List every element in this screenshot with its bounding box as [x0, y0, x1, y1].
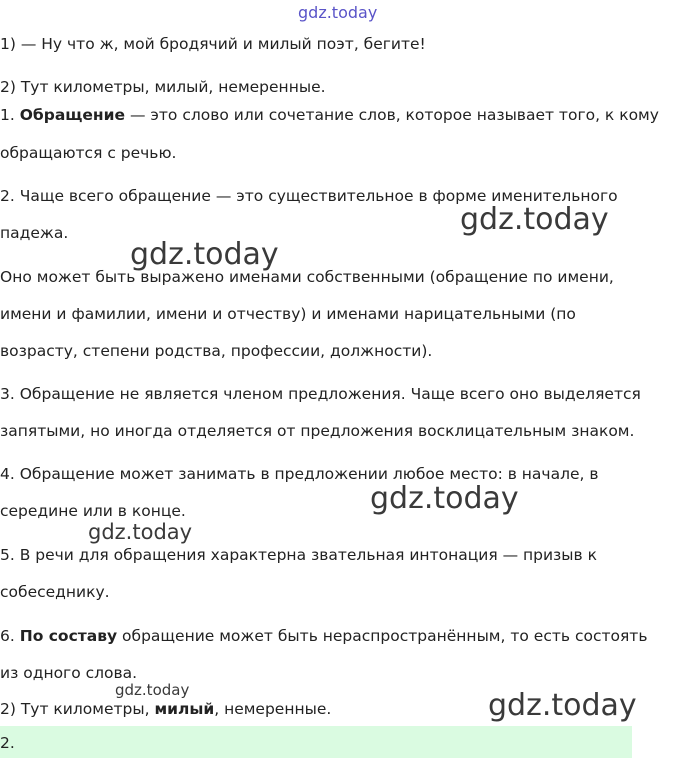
watermark-4: gdz.today — [88, 520, 193, 544]
rule-6-number: 6. — [0, 627, 20, 645]
rule-2b-line-3: возрасту, степени родства, профессии, должности). — [0, 342, 433, 360]
example-3 — [0, 699, 331, 719]
rule-6-term: По составу — [19, 627, 118, 645]
watermark-5: gdz.today — [115, 681, 190, 699]
rule-2b-line-1: Оно может быть выражено именами собственными (обращение по имени, — [0, 268, 614, 286]
rule-1-term: Обращение — [19, 106, 126, 124]
example-2: 2) Тут километры, милый, немеренные. — [0, 78, 326, 96]
rule-1-line-2: обращаются с речью. — [0, 144, 177, 162]
example-3-pre: 2) Тут километры, — [0, 700, 155, 718]
rule-6-text: обращение может быть нераспространённым, то есть состоять — [117, 627, 648, 645]
rule-4-line-1: 4. Обращение может занимать в предложении любое место: в начале, в — [0, 465, 599, 483]
answer-label: 2. — [0, 734, 15, 752]
watermark-6: gdz.today — [488, 688, 637, 723]
rule-5-line-1: 5. В речи для обращения характерна звательная интонация — призыв к — [0, 546, 597, 564]
watermark-top: gdz.today — [298, 3, 378, 22]
rule-2b-line-2: имени и фамилии, имени и отчеству) и именами нарицательными (по — [0, 305, 576, 323]
rule-2-line-2: падежа. — [0, 224, 69, 242]
answer-highlight — [0, 726, 632, 758]
example-3-address: милый — [154, 700, 215, 718]
watermark-3: gdz.today — [370, 481, 519, 516]
rule-5-line-2: собеседнику. — [0, 583, 110, 601]
rule-1-text: — это слово или сочетание слов, которое называет того, к кому — [125, 106, 659, 124]
example-3-post: , немеренные. — [214, 700, 332, 718]
watermark-2: gdz.today — [130, 237, 279, 272]
rule-6-line-2: из одного слова. — [0, 664, 138, 682]
rule-4-line-2: середине или в конце. — [0, 502, 186, 520]
rule-2-line-1: 2. Чаще всего обращение — это существительное в форме именительного — [0, 187, 618, 205]
example-1: 1) — Ну что ж, мой бродячий и милый поэт, бегите! — [0, 35, 426, 53]
rule-6-line-1 — [0, 626, 647, 646]
rule-3-line-2: запятыми, но иногда отделяется от предложения восклицательным знаком. — [0, 422, 635, 440]
rule-1-number: 1. — [0, 106, 20, 124]
rule-1-line-1 — [0, 105, 659, 125]
watermark-1: gdz.today — [460, 202, 609, 237]
rule-3-line-1: 3. Обращение не является членом предложения. Чаще всего оно выделяется — [0, 385, 641, 403]
